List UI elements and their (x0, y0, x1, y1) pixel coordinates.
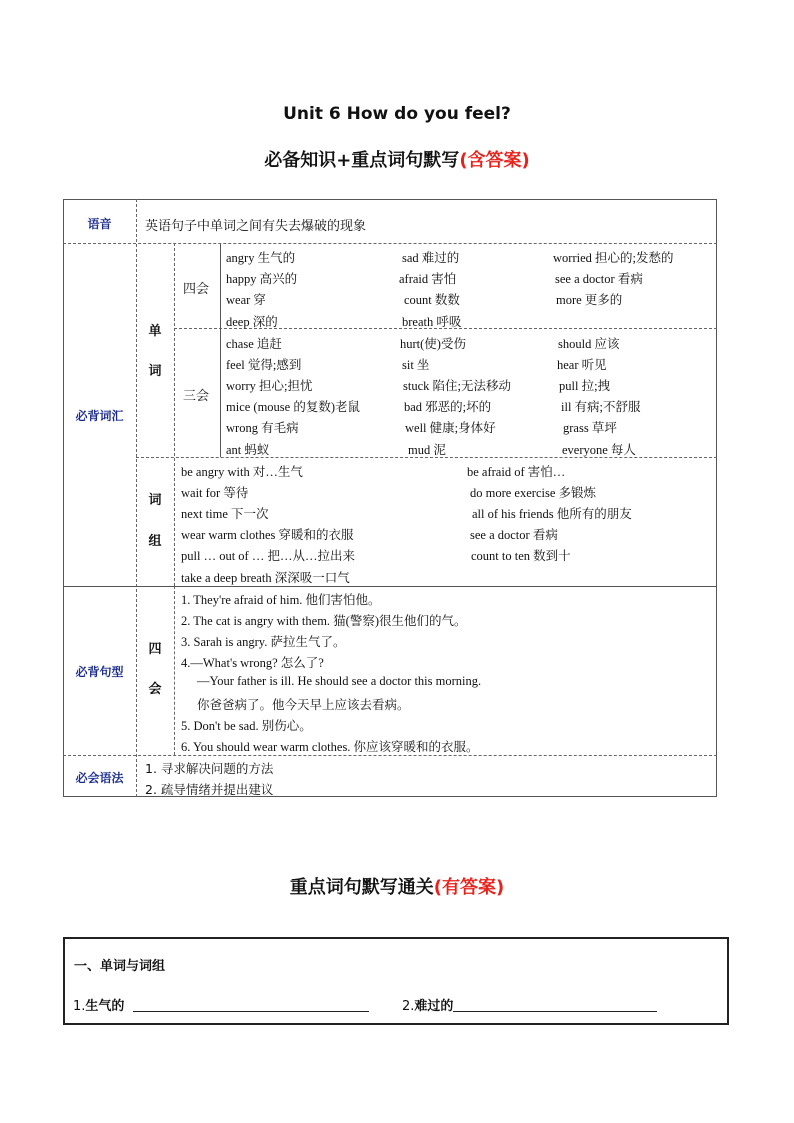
exercise-title (0, 873, 794, 899)
word: count 数数 (404, 293, 460, 307)
exercise-title-highlight: (有答案) (433, 877, 505, 898)
word: deep 深的 (226, 315, 278, 329)
fill-item-1 (73, 995, 369, 1014)
phrase: do more exercise 多锻炼 (470, 486, 597, 500)
exercise-title-main: 重点词句默写通关 (289, 877, 434, 898)
word: sad 难过的 (402, 251, 460, 265)
section-heading: 一、单词与词组 (74, 959, 166, 974)
level4-label: 四会 (183, 282, 210, 297)
grammar-item: 1. 寻求解决问题的方法 (145, 761, 274, 776)
word: happy 高兴的 (226, 272, 298, 286)
words-label-2: 词 (148, 364, 162, 379)
word: more 更多的 (556, 293, 623, 307)
col-divider (174, 586, 175, 755)
answer-blank[interactable] (133, 999, 369, 1012)
word: should 应该 (558, 337, 620, 351)
word: grass 草坪 (563, 421, 617, 435)
row-divider (63, 586, 717, 587)
word: hear 听见 (557, 358, 607, 372)
phrase: wear warm clothes 穿暖和的衣服 (181, 528, 354, 542)
word: pull 拉;拽 (559, 379, 611, 393)
category-sentences: 必背句型 (75, 665, 124, 679)
item-prompt: 难过的 (414, 999, 454, 1014)
word: wear 穿 (226, 293, 266, 307)
word: sit 坐 (402, 358, 430, 372)
word: mice (mouse 的复数)老鼠 (226, 400, 361, 414)
word: breath 呼吸 (402, 315, 462, 329)
sentence: 你爸爸病了。他今天早上应该去看病。 (197, 698, 410, 712)
phrase: all of his friends 他所有的朋友 (472, 507, 632, 521)
subtitle-main: 必备知识+重点词句默写 (264, 150, 460, 171)
word: afraid 害怕 (399, 272, 457, 286)
word: wrong 有毛病 (226, 421, 299, 435)
word: chase 追赶 (226, 337, 282, 351)
fill-item-2 (402, 995, 657, 1014)
category-vocabulary: 必背词汇 (75, 409, 124, 423)
sentence: 4.—What's wrong? 怎么了? (181, 656, 324, 670)
word: see a doctor 看病 (555, 272, 643, 286)
word: bad 邪恶的;坏的 (404, 400, 492, 414)
answer-blank[interactable] (453, 999, 657, 1012)
row-divider (63, 243, 717, 244)
item-number: 1. (73, 999, 86, 1014)
level3-label: 三会 (183, 389, 210, 404)
word: hurt(使)受伤 (400, 337, 466, 351)
phrase: be angry with 对…生气 (181, 465, 303, 479)
phrase: wait for 等待 (181, 486, 249, 500)
level-label-2: 会 (148, 682, 162, 697)
word: mud 泥 (408, 443, 446, 457)
phrase: take a deep breath 深深吸一口气 (181, 571, 350, 585)
phrase: pull … out of … 把…从…拉出来 (181, 549, 355, 563)
phrase: count to ten 数到十 (471, 549, 571, 563)
subtitle-highlight: (含答案) (459, 150, 530, 171)
grammar-item: 2. 疏导情绪并提出建议 (145, 782, 274, 797)
word: ill 有病;不舒服 (561, 400, 641, 414)
word: ant 蚂蚁 (226, 443, 270, 457)
page-subtitle (0, 146, 794, 172)
words-label-1: 单 (148, 324, 162, 339)
col-divider (220, 243, 221, 457)
category-phonics: 语音 (87, 217, 112, 231)
sentence: 3. Sarah is angry. 萨拉生气了。 (181, 635, 346, 649)
phrase: be afraid of 害怕… (467, 465, 566, 479)
sentence: —Your father is ill. He should see a doctor this morning. (197, 674, 482, 688)
word: angry 生气的 (226, 251, 296, 265)
col-divider (174, 243, 175, 586)
phrases-label-1: 词 (148, 493, 162, 508)
category-grammar: 必会语法 (75, 771, 124, 785)
word: stuck 陷住;无法移动 (403, 379, 511, 393)
word: worry 担心;担忧 (226, 379, 313, 393)
sentence: 5. Don't be sad. 别伤心。 (181, 719, 312, 733)
word: feel 觉得;感到 (226, 358, 302, 372)
phrase: next time 下一次 (181, 507, 269, 521)
item-number: 2. (402, 999, 415, 1014)
phrase: see a doctor 看病 (470, 528, 558, 542)
level-label-1: 四 (148, 642, 162, 657)
sentence: 2. The cat is angry with them. 猫(警察)很生他们的气。 (181, 614, 467, 628)
page-title: Unit 6 How do you feel? (283, 104, 511, 124)
word: everyone 每人 (562, 443, 636, 457)
phonics-text: 英语句子中单词之间有失去爆破的现象 (145, 219, 367, 234)
word: well 健康;身体好 (405, 421, 496, 435)
item-prompt: 生气的 (85, 999, 125, 1014)
sentence: 1. They're afraid of him. 他们害怕他。 (181, 593, 381, 607)
sentence: 6. You should wear warm clothes. 你应该穿暖和的衣服。 (181, 740, 479, 754)
phrases-label-2: 组 (148, 534, 162, 549)
row-divider (63, 755, 717, 756)
word: worried 担心的;发愁的 (553, 251, 674, 265)
